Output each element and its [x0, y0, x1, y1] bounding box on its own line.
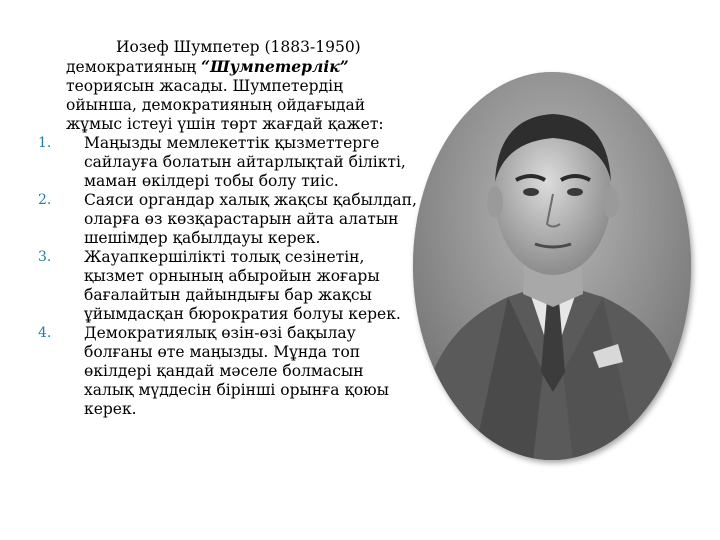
- list-item: [38, 324, 418, 419]
- list-item-text: Демократиялық өзін-өзі бақылау болғаны өте маңызды. Мұнда топ өкілдері қандай мәселе болмасын халық мүддесін бірінші орынға қоюы керек.: [84, 324, 390, 418]
- list-number: 4.: [38, 325, 52, 341]
- portrait-photo-icon: [413, 72, 691, 460]
- list-item-text: Жауапкершілікті толық сезінетін, қызмет орнының абыройын жоғары бағалайтын дайындығы бар жақсы ұйымдасқан бюрократия болуы керек.: [84, 248, 401, 323]
- list-item: [38, 134, 418, 191]
- intro-paragraph: [66, 38, 418, 134]
- portrait-photo: [413, 72, 691, 460]
- intro-text-before: Иозеф Шумпетер (1883-1950) демократияның: [66, 38, 361, 76]
- text-block: [38, 38, 418, 419]
- list-number: 2.: [38, 192, 52, 208]
- list-item-text: Саяси органдар халық жақсы қабылдап, оларға өз көзқарастарын айта алатын шешімдер қабылдауы керек.: [84, 191, 417, 247]
- intro-quoted-term: “Шумпетерлік”: [201, 57, 349, 76]
- conditions-list: [38, 134, 418, 419]
- list-item-text: Маңызды мемлекеттік қызметтерге сайлауға болатын айтарлықтай білікті, маман өкілдері тобы болу тиіс.: [84, 134, 406, 190]
- list-number: 3.: [38, 249, 52, 265]
- intro-text-after: теориясын жасады. Шумпетердің ойынша, демократияның ойдағыдай жұмыс істеуі үшін төрт жағдай қажет:: [66, 77, 384, 133]
- list-item: [38, 191, 418, 248]
- list-item: [38, 248, 418, 324]
- list-number: 1.: [38, 135, 52, 151]
